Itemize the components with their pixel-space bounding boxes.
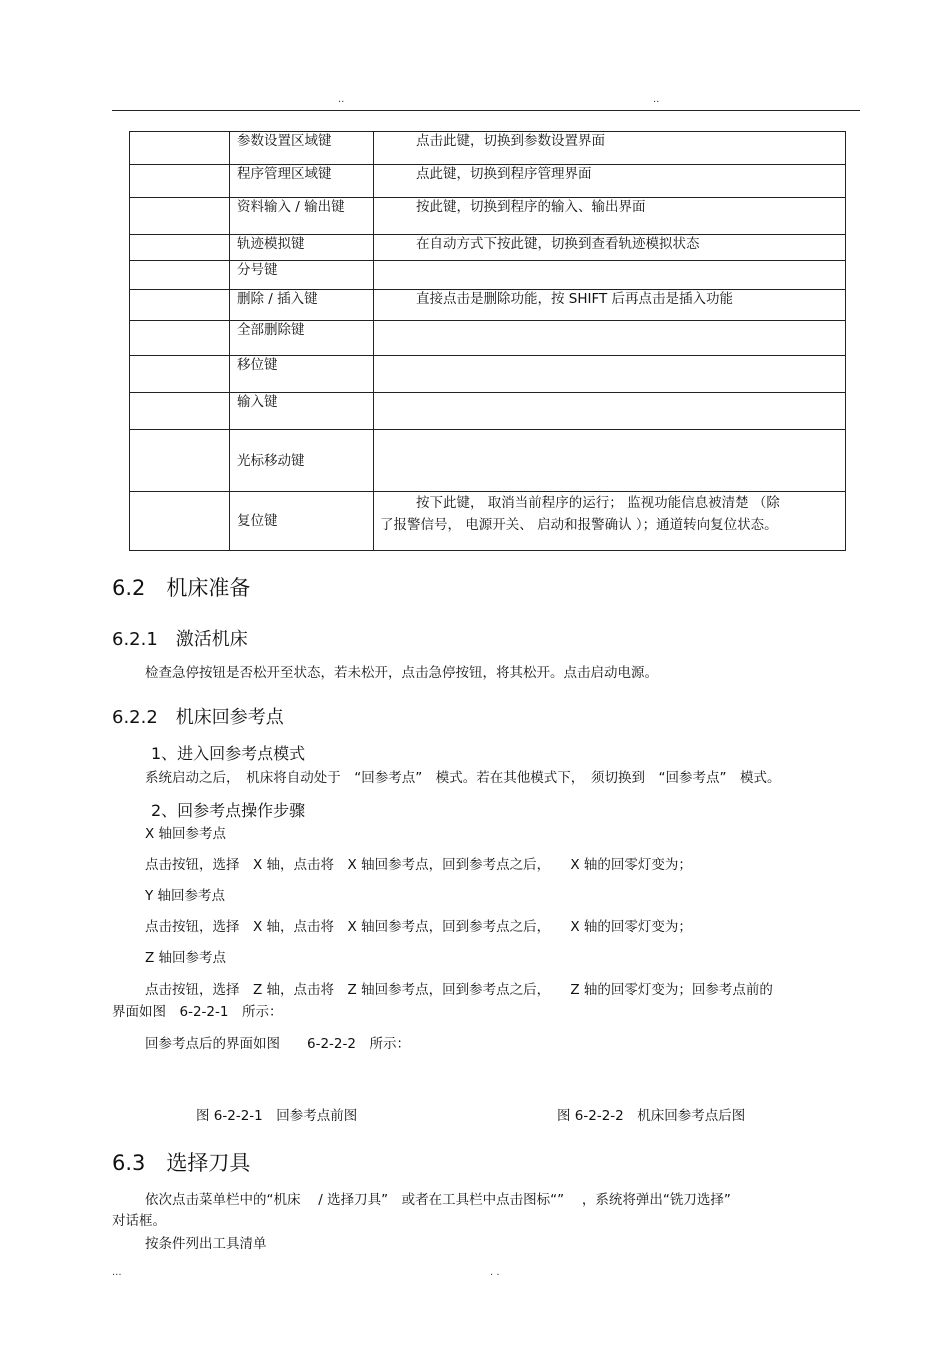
section-6-3-title: 6.3 选择刀具: [112, 1151, 251, 1175]
key-desc: [374, 492, 846, 551]
table-row: [130, 261, 846, 290]
table-row: [130, 492, 846, 551]
step-title: 2、回参考点操作步骤: [151, 801, 306, 820]
header-rule: [112, 110, 860, 111]
paragraph: 依次点击菜单栏中的“机床 / 选择刀具” 或者在工具栏中点击图标“” ，系统将弹出“铣刀选择”: [145, 1192, 731, 1208]
paragraph: 检查急停按钮是否松开至状态，若未松开，点击急停按钮，将其松开。点击启动电源。: [145, 665, 658, 681]
key-table: [129, 131, 846, 551]
footer-dots-left: ...: [112, 1267, 122, 1278]
section-6-2-title: 6.2 机床准备: [112, 576, 251, 600]
table-row: [130, 430, 846, 492]
key-name: 复位键: [230, 492, 374, 551]
table-row: [130, 165, 846, 198]
table-row: [130, 132, 846, 165]
paragraph: 点击按钮，选择 Z 轴，点击将 Z 轴回参考点，回到参考点之后， Z 轴的回零灯变为；回参考点前的: [145, 982, 773, 998]
header-dots-right: ..: [653, 94, 660, 105]
paragraph: 系统启动之后， 机床将自动处于 “回参考点” 模式。若在其他模式下， 须切换到 “回参考点” 模式。: [145, 770, 781, 786]
key-name: 输入键: [230, 393, 374, 430]
table-row: [130, 290, 846, 321]
key-desc: 点击此键，切换到参数设置界面: [374, 132, 846, 165]
section-6-2-1-title: 6.2.1 激活机床: [112, 629, 248, 650]
table-row: [130, 393, 846, 430]
paragraph: 按条件列出工具清单: [145, 1236, 267, 1252]
paragraph: 回参考点后的界面如图 6-2-2-2 所示：: [145, 1036, 410, 1052]
key-name: 全部删除键: [230, 321, 374, 356]
key-name: 移位键: [230, 356, 374, 393]
key-desc: [374, 430, 846, 492]
paragraph: 界面如图 6-2-2-1 所示：: [112, 1004, 283, 1020]
table-row: [130, 235, 846, 261]
key-desc: [374, 261, 846, 290]
key-desc-line: 按下此键， 取消当前程序的运行； 监视功能信息被清楚 （除: [416, 495, 780, 511]
key-desc: [374, 393, 846, 430]
key-name: 删除 / 插入键: [230, 290, 374, 321]
key-desc: 直接点击是删除功能，按 SHIFT 后再点击是插入功能: [374, 290, 846, 321]
axis-title: X 轴回参考点: [145, 826, 227, 842]
key-name: 程序管理区域键: [230, 165, 374, 198]
key-desc: [374, 321, 846, 356]
figure-caption: 图 6-2-2-1 回参考点前图: [196, 1108, 358, 1124]
paragraph: 点击按钮，选择 X 轴，点击将 X 轴回参考点，回到参考点之后， X 轴的回零灯变为；: [145, 919, 692, 935]
key-desc: 点此键，切换到程序管理界面: [374, 165, 846, 198]
axis-title: Y 轴回参考点: [145, 888, 226, 904]
paragraph: 对话框。: [112, 1213, 166, 1229]
key-name: 光标移动键: [230, 430, 374, 492]
axis-title: Z 轴回参考点: [145, 950, 227, 966]
key-name: 参数设置区域键: [230, 132, 374, 165]
key-desc-line: 了报警信号， 电源开关、 启动和报警确认 ）；通道转向复位状态。: [380, 517, 778, 533]
table-row: [130, 356, 846, 393]
paragraph: 点击按钮，选择 X 轴，点击将 X 轴回参考点，回到参考点之后， X 轴的回零灯变为；: [145, 857, 692, 873]
key-desc: [374, 356, 846, 393]
key-name: 轨迹模拟键: [230, 235, 374, 261]
figure-caption: 图 6-2-2-2 机床回参考点后图: [557, 1108, 746, 1124]
table-row: [130, 321, 846, 356]
header-dots-left: ..: [338, 94, 345, 105]
section-6-2-2-title: 6.2.2 机床回参考点: [112, 707, 284, 728]
table-row: [130, 198, 846, 235]
key-desc: 按此键，切换到程序的输入、输出界面: [374, 198, 846, 235]
key-name: 分号键: [230, 261, 374, 290]
step-title: 1、进入回参考点模式: [151, 744, 306, 763]
key-name: 资料输入 / 输出键: [230, 198, 374, 235]
key-desc: 在自动方式下按此键，切换到查看轨迹模拟状态: [374, 235, 846, 261]
footer-dots-right: . .: [490, 1267, 500, 1278]
